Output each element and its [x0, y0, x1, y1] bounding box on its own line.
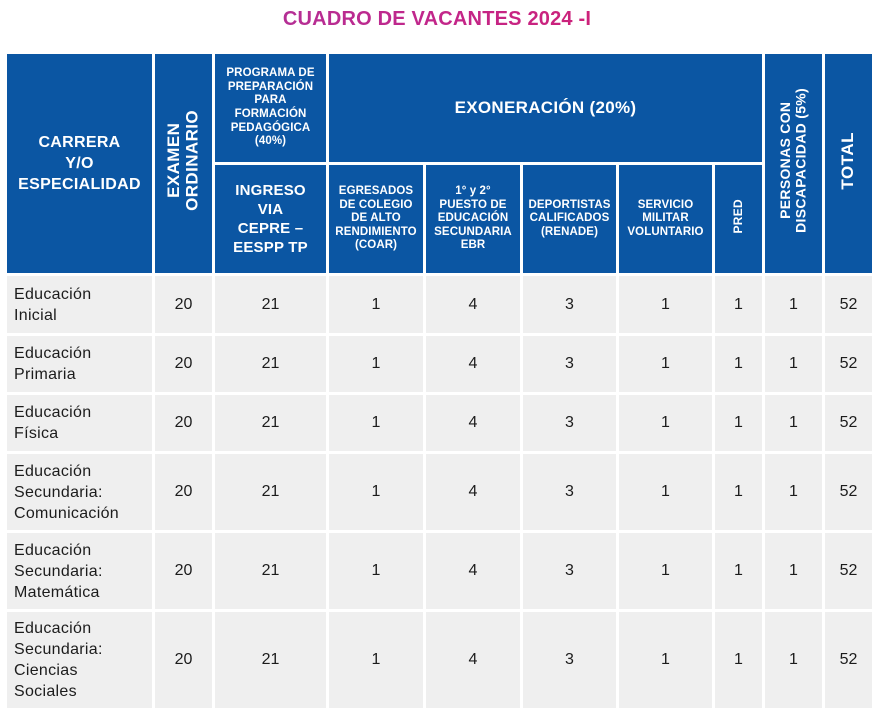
pred-cell: 1 [715, 533, 762, 609]
table-row [7, 533, 872, 609]
primer-segundo-puesto-cell: 4 [426, 336, 520, 392]
header-personas-discapacidad: PERSONAS CON DISCAPACIDAD (5%) [765, 54, 822, 273]
examen-ordinario-cell: 20 [155, 454, 212, 530]
examen-ordinario-cell: 20 [155, 395, 212, 451]
header-primer-segundo-puesto: 1° y 2° PUESTO DE EDUCACIÓN SECUNDARIA EBR [426, 165, 520, 273]
table-row [7, 454, 872, 530]
primer-segundo-puesto-cell: 4 [426, 533, 520, 609]
ingreso-cepre-cell: 21 [215, 336, 326, 392]
egresados-coar-cell: 1 [329, 276, 423, 333]
career-cell: Educación Física [7, 395, 152, 451]
egresados-coar-cell: 1 [329, 533, 423, 609]
personas-discapacidad-cell: 1 [765, 276, 822, 333]
primer-segundo-puesto-cell: 4 [426, 276, 520, 333]
total-cell: 52 [825, 336, 872, 392]
servicio-militar-cell: 1 [619, 612, 712, 708]
pred-cell: 1 [715, 336, 762, 392]
servicio-militar-cell: 1 [619, 336, 712, 392]
pred-cell: 1 [715, 276, 762, 333]
deportistas-cell: 3 [523, 395, 616, 451]
career-cell: Educación Inicial [7, 276, 152, 333]
servicio-militar-cell: 1 [619, 395, 712, 451]
header-deportistas-calificados: DEPORTISTAS CALIFICADOS (RENADE) [523, 165, 616, 273]
header-exoneracion: EXONERACIÓN (20%) [329, 54, 762, 162]
header-pred: PRED [715, 165, 762, 273]
egresados-coar-cell: 1 [329, 336, 423, 392]
header-ingreso-cepre: INGRESO VIA CEPRE – EESPP TP [215, 165, 326, 273]
ingreso-cepre-cell: 21 [215, 612, 326, 708]
career-cell: Educación Secundaria: Ciencias Sociales [7, 612, 152, 708]
pred-cell: 1 [715, 395, 762, 451]
vacancy-table [4, 51, 874, 711]
primer-segundo-puesto-cell: 4 [426, 612, 520, 708]
page-title: CUADRO DE VACANTES 2024 -I [0, 7, 874, 31]
ingreso-cepre-cell: 21 [215, 454, 326, 530]
pred-cell: 1 [715, 612, 762, 708]
deportistas-cell: 3 [523, 454, 616, 530]
total-cell: 52 [825, 612, 872, 708]
servicio-militar-cell: 1 [619, 454, 712, 530]
career-cell: Educación Secundaria: Matemática [7, 533, 152, 609]
personas-discapacidad-cell: 1 [765, 395, 822, 451]
header-examen-ordinario: EXAMEN ORDINARIO [155, 54, 212, 273]
egresados-coar-cell: 1 [329, 454, 423, 530]
personas-discapacidad-cell: 1 [765, 336, 822, 392]
servicio-militar-cell: 1 [619, 533, 712, 609]
table-row [7, 612, 872, 708]
ingreso-cepre-cell: 21 [215, 395, 326, 451]
career-cell: Educación Secundaria: Comunicación [7, 454, 152, 530]
deportistas-cell: 3 [523, 612, 616, 708]
examen-ordinario-cell: 20 [155, 612, 212, 708]
deportistas-cell: 3 [523, 276, 616, 333]
total-cell: 52 [825, 276, 872, 333]
header-programa-preparacion: PROGRAMA DE PREPARACIÓN PARA FORMACIÓN PEDAGÓGICA (40%) [215, 54, 326, 162]
examen-ordinario-cell: 20 [155, 276, 212, 333]
total-cell: 52 [825, 395, 872, 451]
personas-discapacidad-cell: 1 [765, 533, 822, 609]
vacancy-table-wrapper [7, 54, 869, 708]
ingreso-cepre-cell: 21 [215, 276, 326, 333]
pred-cell: 1 [715, 454, 762, 530]
examen-ordinario-cell: 20 [155, 533, 212, 609]
primer-segundo-puesto-cell: 4 [426, 454, 520, 530]
deportistas-cell: 3 [523, 533, 616, 609]
deportistas-cell: 3 [523, 336, 616, 392]
examen-ordinario-cell: 20 [155, 336, 212, 392]
header-servicio-militar: SERVICIO MILITAR VOLUNTARIO [619, 165, 712, 273]
total-cell: 52 [825, 454, 872, 530]
table-row [7, 276, 872, 333]
personas-discapacidad-cell: 1 [765, 454, 822, 530]
ingreso-cepre-cell: 21 [215, 533, 326, 609]
header-egresados-coar: EGRESADOS DE COLEGIO DE ALTO RENDIMIENTO (COAR) [329, 165, 423, 273]
header-carrera: CARRERA Y/O ESPECIALIDAD [7, 54, 152, 273]
table-row [7, 336, 872, 392]
total-cell: 52 [825, 533, 872, 609]
primer-segundo-puesto-cell: 4 [426, 395, 520, 451]
egresados-coar-cell: 1 [329, 395, 423, 451]
career-cell: Educación Primaria [7, 336, 152, 392]
servicio-militar-cell: 1 [619, 276, 712, 333]
header-total: TOTAL [825, 54, 872, 273]
personas-discapacidad-cell: 1 [765, 612, 822, 708]
egresados-coar-cell: 1 [329, 612, 423, 708]
table-row [7, 395, 872, 451]
